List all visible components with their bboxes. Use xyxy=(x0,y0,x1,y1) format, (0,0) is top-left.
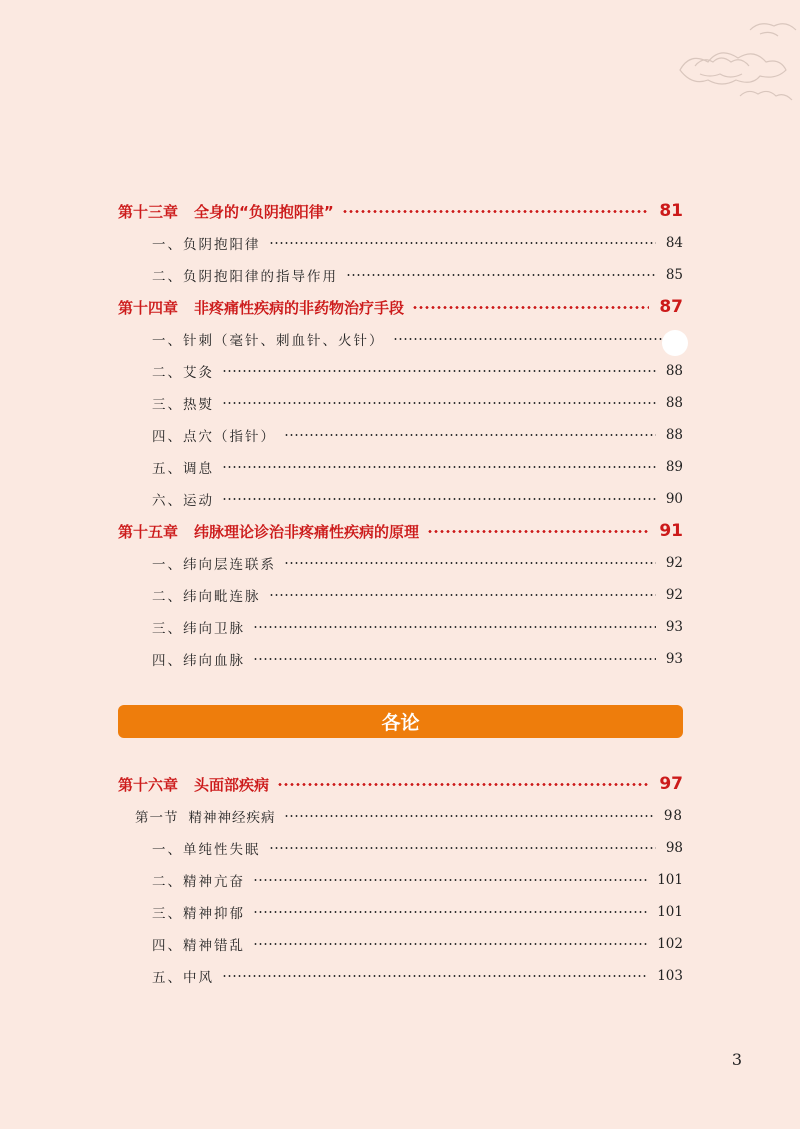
item-title: 四、纬向血脉 xyxy=(152,653,245,669)
page-ref: 98 xyxy=(665,840,683,856)
dot-leader xyxy=(284,815,654,817)
item-title: 三、精神抑郁 xyxy=(152,906,245,922)
dot-leader xyxy=(222,370,656,372)
dot-leader xyxy=(253,911,647,913)
toc-item[interactable] xyxy=(152,867,683,893)
chapter-title: 第十六章 头面部疾病 xyxy=(118,775,270,794)
page-ref: 88 xyxy=(665,363,683,379)
item-title: 一、负阴抱阳律 xyxy=(152,237,261,253)
dot-leader xyxy=(284,434,656,436)
dot-leader xyxy=(253,626,656,628)
item-title: 三、热熨 xyxy=(152,397,214,413)
item-title: 二、艾灸 xyxy=(152,365,214,381)
chapter-title: 第十三章 全身的“负阴抱阳律” xyxy=(118,202,334,221)
dot-leader xyxy=(427,530,649,533)
dot-leader xyxy=(253,658,656,660)
toc-item[interactable] xyxy=(152,931,683,957)
item-title: 一、针刺（毫针、刺血针、火针） xyxy=(152,333,385,349)
dot-leader xyxy=(342,210,650,213)
item-title: 三、纬向卫脉 xyxy=(152,621,245,637)
toc-item[interactable] xyxy=(152,835,683,861)
page-ref: 102 xyxy=(657,936,683,952)
dot-leader xyxy=(222,402,656,404)
page-ref: 97 xyxy=(659,774,683,794)
page-number: 3 xyxy=(731,1050,742,1069)
toc-item[interactable] xyxy=(152,262,683,288)
dot-leader xyxy=(284,562,656,564)
page-ref: 103 xyxy=(657,968,683,984)
dot-leader xyxy=(412,306,649,309)
page-ref: 93 xyxy=(665,619,683,635)
toc-item[interactable] xyxy=(152,326,683,352)
toc-item[interactable] xyxy=(152,358,683,384)
item-title: 六、运动 xyxy=(152,493,214,509)
dot-leader xyxy=(253,943,647,945)
dot-leader xyxy=(393,338,674,340)
dot-leader xyxy=(269,242,656,244)
page-ref: 93 xyxy=(665,651,683,667)
toc-chapter-13[interactable] xyxy=(118,198,683,224)
item-title: 一、纬向层连联系 xyxy=(152,557,276,573)
part-banner: 各论 xyxy=(118,705,683,738)
item-title: 五、调息 xyxy=(152,461,214,477)
page-ref: 81 xyxy=(659,201,683,221)
page-ref: 101 xyxy=(657,872,683,888)
toc-item[interactable] xyxy=(152,899,683,925)
dot-leader xyxy=(269,594,656,596)
toc-item[interactable] xyxy=(152,614,683,640)
dot-leader xyxy=(277,783,649,786)
page-ref: 84 xyxy=(665,235,683,251)
toc-item[interactable] xyxy=(152,454,683,480)
dot-leader xyxy=(222,498,656,500)
item-title: 二、精神亢奋 xyxy=(152,874,245,890)
page-ref: 88 xyxy=(665,427,683,443)
toc-item[interactable] xyxy=(152,486,683,512)
item-title: 二、负阴抱阳律的指导作用 xyxy=(152,269,338,285)
page-ref: 90 xyxy=(665,491,683,507)
item-title: 四、精神错乱 xyxy=(152,938,245,954)
item-title: 四、点穴（指针） xyxy=(152,429,276,445)
toc-item[interactable] xyxy=(152,963,683,989)
section-title: 第一节 精神神经疾病 xyxy=(135,810,276,826)
toc-item[interactable] xyxy=(152,230,683,256)
toc-chapter-14[interactable] xyxy=(118,294,683,320)
page-ref: 88 xyxy=(665,395,683,411)
toc-section[interactable] xyxy=(135,803,683,829)
page-ref: 87 xyxy=(659,297,683,317)
page-ref: 101 xyxy=(657,904,683,920)
toc-chapter-15[interactable] xyxy=(118,518,683,544)
toc-item[interactable] xyxy=(152,550,683,576)
toc-item[interactable] xyxy=(152,390,683,416)
page-ref: 98 xyxy=(663,808,683,824)
page-ref: 89 xyxy=(665,459,683,475)
page-ref: 91 xyxy=(659,521,683,541)
white-spot xyxy=(662,330,688,356)
cloud-ornament xyxy=(640,0,800,120)
toc-chapter-16[interactable] xyxy=(118,771,683,797)
toc-item[interactable] xyxy=(152,646,683,672)
chapter-title: 第十四章 非疼痛性疾病的非药物治疗手段 xyxy=(118,298,405,317)
page-ref: 92 xyxy=(665,555,683,571)
toc-item[interactable] xyxy=(152,582,683,608)
dot-leader xyxy=(222,466,656,468)
dot-leader xyxy=(346,274,656,276)
item-title: 二、纬向毗连脉 xyxy=(152,589,261,605)
toc-item[interactable] xyxy=(152,422,683,448)
chapter-title: 第十五章 纬脉理论诊治非疼痛性疾病的原理 xyxy=(118,522,420,541)
dot-leader xyxy=(253,879,647,881)
dot-leader xyxy=(222,975,647,977)
dot-leader xyxy=(269,847,656,849)
item-title: 五、中风 xyxy=(152,970,214,986)
item-title: 一、单纯性失眠 xyxy=(152,842,261,858)
page-ref: 92 xyxy=(665,587,683,603)
page-ref: 85 xyxy=(665,267,683,283)
